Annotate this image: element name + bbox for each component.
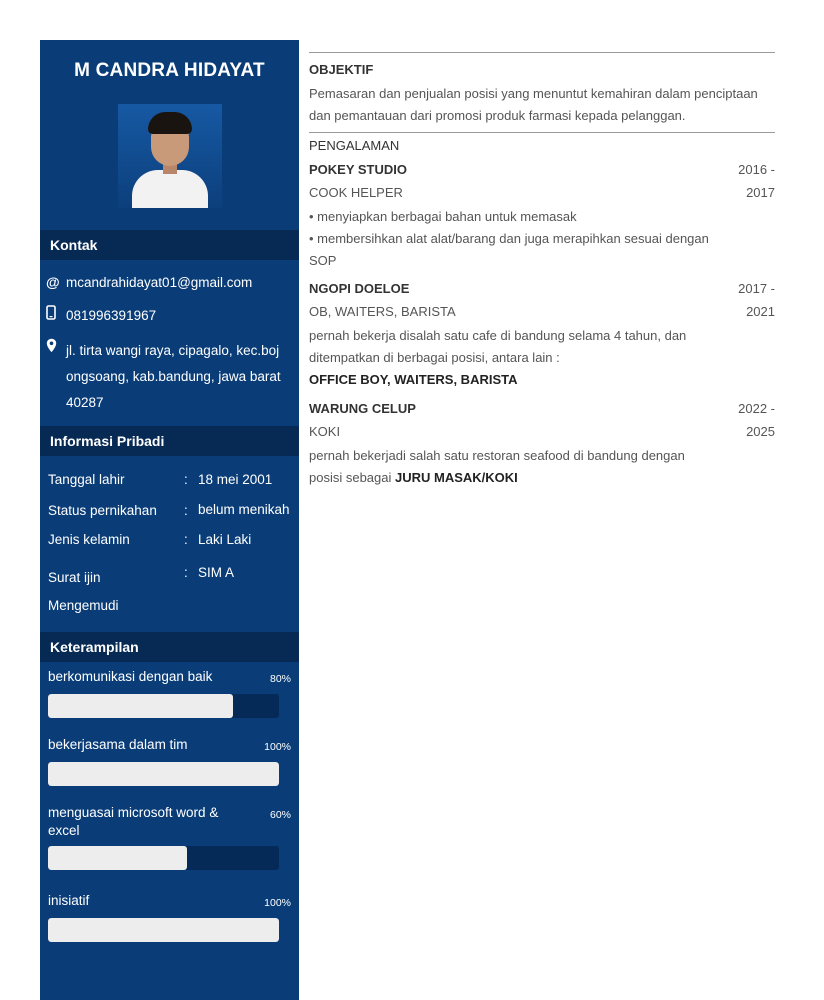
- skill-item: [40, 892, 299, 942]
- skill-bar: [48, 846, 279, 870]
- job-bullet: • menyiapkan berbagai bahan untuk memasak: [309, 209, 577, 224]
- personal-info-header: Informasi Pribadi: [40, 426, 299, 456]
- job-company: NGOPI DOELOE: [309, 281, 410, 296]
- address-line-1: jl. tirta wangi raya, cipagalo, kec.boj: [66, 343, 280, 358]
- profile-name: M CANDRA HIDAYAT: [74, 60, 265, 81]
- skill-bar-fill: [48, 762, 279, 786]
- skill-percent: 100%: [264, 897, 291, 909]
- phone-text: 081996391967: [66, 308, 157, 323]
- job-year-start: 2022 -: [738, 401, 775, 416]
- job-year-start: 2017 -: [738, 281, 775, 296]
- skill-label: berkomunikasi dengan baik: [48, 669, 213, 684]
- info-row: [48, 471, 291, 488]
- main-content: [309, 52, 775, 489]
- contact-header: Kontak: [40, 230, 299, 260]
- skill-bar-fill: [48, 694, 233, 718]
- info-row: [48, 531, 291, 548]
- contact-phone[interactable]: [40, 305, 299, 326]
- skill-bar-fill: [48, 918, 279, 942]
- skill-percent: 80%: [269, 673, 291, 685]
- location-pin-icon: [46, 338, 66, 416]
- skill-item: [40, 736, 299, 786]
- job-role: COOK HELPER: [309, 185, 403, 200]
- profile-photo: [118, 104, 222, 208]
- skill-label: bekerjasama dalam tim: [48, 737, 188, 752]
- info-value: Laki Laki: [198, 532, 252, 547]
- job-entry: [309, 398, 775, 489]
- at-sign-icon: @: [46, 274, 60, 290]
- address-line-2: ongsoang, kab.bandung, jawa barat: [66, 369, 281, 384]
- job-company: POKEY STUDIO: [309, 162, 408, 177]
- objective-text: Pemasaran dan penjualan posisi yang menuntut kemahiran dalam penciptaan dan pemantauan dari promosi produk farmasi kepada pelanggan.: [309, 86, 758, 123]
- job-description: pernah bekerjadi salah satu restoran seafood di bandung dengan posisi sebagai: [309, 448, 685, 485]
- info-label: Status pernikahan: [48, 503, 157, 518]
- skill-item: [40, 668, 299, 718]
- info-row: [48, 564, 291, 620]
- job-highlight: OFFICE BOY, WAITERS, BARISTA: [309, 372, 518, 387]
- skill-bar: [48, 918, 279, 942]
- job-bullet: • membersihkan alat alat/barang dan juga merapihkan sesuai dengan SOP: [309, 231, 709, 268]
- job-highlight: JURU MASAK/KOKI: [395, 470, 518, 485]
- skill-bar: [48, 694, 279, 718]
- info-colon: :: [184, 565, 188, 580]
- info-colon: :: [184, 472, 188, 487]
- skill-label: inisiatif: [48, 893, 90, 908]
- info-label: Jenis kelamin: [48, 532, 130, 547]
- info-value: SIM A: [198, 565, 235, 580]
- skill-bar-fill: [48, 846, 187, 870]
- skill-bar: [48, 762, 279, 786]
- skill-percent: 60%: [269, 809, 291, 821]
- experience-title: PENGALAMAN: [309, 138, 400, 153]
- objective-title: OBJEKTIF: [309, 62, 374, 77]
- address-line-3: 40287: [66, 395, 104, 410]
- email-text: mcandrahidayat01@gmail.com: [66, 275, 253, 290]
- job-year-end: 2021: [746, 304, 775, 319]
- contact-address: [40, 338, 299, 416]
- job-entry: [309, 278, 775, 391]
- sidebar: [40, 40, 299, 1000]
- divider: [309, 52, 775, 53]
- divider: [309, 132, 775, 133]
- info-value: 18 mei 2001: [198, 472, 273, 487]
- job-year-end: 2017: [746, 185, 775, 200]
- job-year-start: 2016 -: [738, 162, 775, 177]
- mobile-phone-icon: [46, 305, 66, 326]
- skill-label: menguasai microsoft word & excel: [48, 805, 219, 838]
- info-colon: :: [184, 503, 188, 518]
- job-role: KOKI: [309, 424, 341, 439]
- job-entry: [309, 159, 775, 272]
- info-value: belum menikah: [198, 502, 290, 517]
- skills-header: Keterampilan: [40, 632, 299, 662]
- info-colon: :: [184, 532, 188, 547]
- skill-percent: 100%: [264, 741, 291, 753]
- contact-email[interactable]: [40, 272, 299, 293]
- job-company: WARUNG CELUP: [309, 401, 416, 416]
- info-row: [48, 502, 291, 519]
- job-description: pernah bekerja disalah satu cafe di bandung selama 4 tahun, dan ditempatkan di berbagai posisi, antara lain :: [309, 328, 687, 365]
- personal-info-table: [40, 456, 299, 620]
- contact-list: [40, 260, 299, 416]
- job-year-end: 2025: [746, 424, 775, 439]
- info-label: Tanggal lahir: [48, 472, 125, 487]
- info-label: Surat ijin Mengemudi: [48, 570, 119, 613]
- job-role: OB, WAITERS, BARISTA: [309, 304, 456, 319]
- skill-item: [40, 804, 299, 870]
